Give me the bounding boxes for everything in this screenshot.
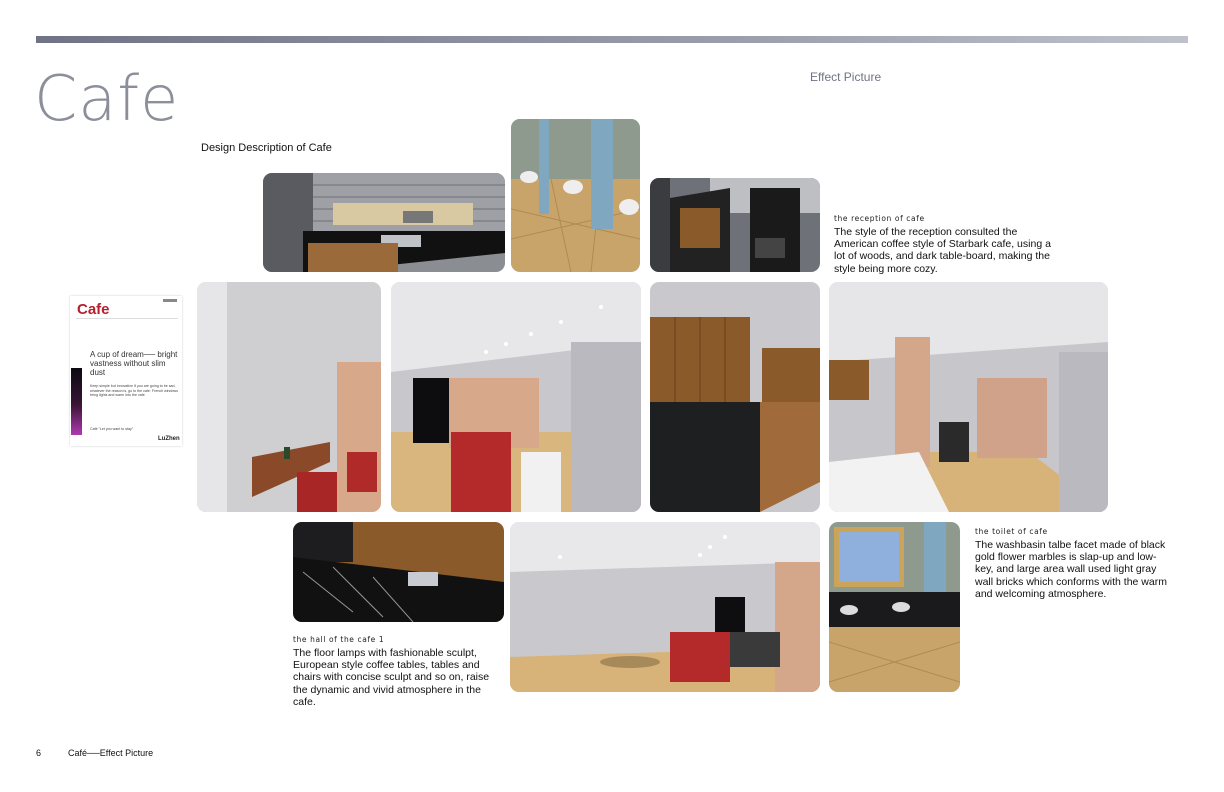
card-gradient-strip xyxy=(71,368,82,435)
photo-kitchen xyxy=(650,178,820,272)
photo-window-bar xyxy=(197,282,381,512)
caption-toilet-text: The washbasin talbe facet made of black gold flower marbles is slap-up and low-key, and large area wall used light gray wall bricks which conforms with the warm and welcoming atmosphere. xyxy=(975,539,1167,600)
header-rule xyxy=(36,36,1188,43)
card-divider xyxy=(76,318,178,319)
caption-reception-text: The style of the reception consulted the American coffee style of Starbark cafe, using a lot of woods, and dark table-board, making the style being more cozy. xyxy=(834,226,1051,275)
card-brand: LuZhen xyxy=(158,436,180,442)
photo-washbasin xyxy=(829,522,960,692)
photo-hall-tables xyxy=(510,522,820,692)
page-title: Cafe xyxy=(34,62,180,135)
card-signature: Café "Let you want to stay" xyxy=(90,427,134,431)
card-small-text: Keep simple but innovative If you are going to be sad, whatever the reason is, go to the cafe. French windows bring lights and warm into the cafe xyxy=(90,384,178,397)
caption-hall xyxy=(293,635,505,708)
caption-toilet-label: the toilet of cafe xyxy=(975,527,1048,536)
card-tagline: A cup of dream── bright vastness without slim dust xyxy=(90,350,178,377)
card-logo-mark xyxy=(163,299,177,302)
page-subtitle: Effect Picture xyxy=(810,70,882,84)
caption-hall-text: The floor lamps with fashionable sculpt, European style coffee tables, tables and chairs with concise sculpt and so on, raise the dynamic and vivid atmosphere in the cafe. xyxy=(293,647,490,708)
photo-wooden-cabinets xyxy=(650,282,820,512)
description-heading: Design Description of Cafe xyxy=(201,142,332,154)
photo-reception-counter xyxy=(263,173,505,272)
photo-marble-counter xyxy=(293,522,504,622)
caption-reception-label: the reception of cafe xyxy=(834,214,925,223)
caption-hall-label: the hall of the cafe 1 xyxy=(293,635,385,644)
caption-toilet xyxy=(975,527,1170,600)
footer-text: Café──Effect Picture xyxy=(68,748,154,758)
photo-toilet-stalls xyxy=(511,119,640,272)
caption-reception xyxy=(834,214,1054,275)
photo-reception-hall xyxy=(829,282,1108,512)
page-number: 6 xyxy=(36,748,42,758)
photo-hall-corridor xyxy=(391,282,641,512)
card-title: Cafe xyxy=(77,301,110,318)
